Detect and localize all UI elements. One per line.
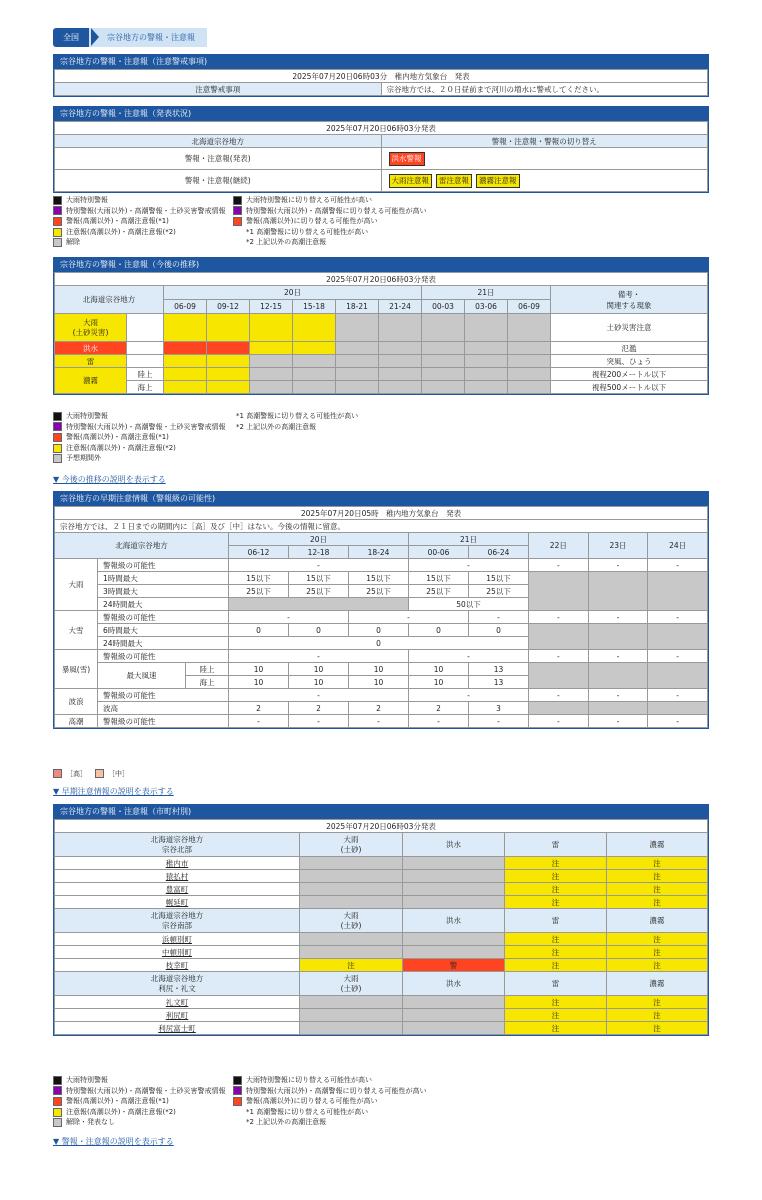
status-cell: 注 — [607, 896, 708, 909]
thunder-advisory-tag[interactable]: 雷注意報 — [436, 174, 472, 188]
note-header: 備考・ 関連する現象 — [551, 286, 708, 314]
status-cell — [403, 946, 505, 959]
status-cell — [403, 933, 505, 946]
metric-label: 6時間最大 — [98, 624, 229, 637]
table-row — [55, 883, 708, 896]
table-row — [55, 857, 708, 870]
area-header: 北海道宗谷地方 — [55, 533, 229, 559]
value-cell: - — [648, 559, 708, 572]
area-header: 北海道宗谷地方 宗谷北部 — [55, 833, 300, 857]
issued-text: 2025年07月20日06時03分 稚内地方気象台 発表 — [55, 70, 708, 83]
day-header: 23日 — [588, 533, 648, 559]
legend-high: ［高］ — [66, 770, 87, 778]
value-cell: - — [648, 715, 708, 728]
status-cell — [300, 896, 403, 909]
status-cell: 注 — [505, 896, 607, 909]
value-cell: 13 — [469, 663, 529, 676]
flood-col-header: 洪水 — [403, 833, 505, 857]
value-cell: 10 — [409, 663, 469, 676]
status-cell — [300, 870, 403, 883]
fog-row-label: 濃霧 — [55, 368, 127, 394]
value-cell: - — [529, 559, 589, 572]
value-cell: 0 — [289, 624, 349, 637]
table-row — [55, 870, 708, 883]
thunder-col-header: 雷 — [505, 833, 607, 857]
value-cell: - — [229, 611, 349, 624]
time-header: 09-12 — [207, 300, 250, 314]
town-link[interactable]: 浜頓別町 — [55, 933, 300, 946]
status-cell: 注 — [607, 1009, 708, 1022]
flood-col-header: 洪水 — [403, 909, 505, 933]
value-cell: 10 — [349, 663, 409, 676]
legend: 大雨特別警報 大雨特別警報に切り替える可能性が高い 特別警報(大雨以外)・高潮警報・土砂災害警戒情報 特別警報(大雨以外)・高潮警報に切り替える可能性が高い 警報(高潮以外)・高潮注意報(*1) 警報(高潮以外)に切り替える可能性が高い 注意報(高潮以外)・高潮注意報(*2) *1 高潮警報に切り替える可能性が高い 解除 *2 上記以外の高潮注意報 — [53, 195, 493, 248]
value-cell: 25以下 — [289, 585, 349, 598]
value-cell: - — [409, 715, 469, 728]
value-cell: - — [349, 715, 409, 728]
value-cell: - — [648, 650, 708, 663]
time-header: 00-06 — [409, 546, 469, 559]
value-cell: 0 — [469, 624, 529, 637]
section-forecast — [53, 257, 709, 395]
status-cell: 注 — [505, 883, 607, 896]
fog-col-header: 濃霧 — [607, 833, 708, 857]
fog-advisory-tag[interactable]: 濃霧注意報 — [476, 174, 520, 188]
fog-col-header: 濃霧 — [607, 972, 708, 996]
status-cell — [300, 857, 403, 870]
value-cell: - — [409, 689, 529, 702]
value-cell: 2 — [409, 702, 469, 715]
status-cell: 注 — [505, 857, 607, 870]
town-link[interactable]: 枝幸町 — [55, 959, 300, 972]
breadcrumb-home[interactable]: 全国 — [53, 28, 89, 47]
legend: 大雨特別警報 大雨特別警報に切り替える可能性が高い 特別警報(大雨以外)・高潮警報・土砂災害警戒情報 特別警報(大雨以外)・高潮警報に切り替える可能性が高い 警報(高潮以外)・高潮注意報(*1) 警報(高潮以外)に切り替える可能性が高い 注意報(高潮以外)・高潮注意報(*2) *1 高潮警報に切り替える可能性が高い 解除・発表なし *2 上記以外の高潮注意報 — [53, 1075, 493, 1128]
value-cell: - — [648, 689, 708, 702]
snow-label: 大雪 — [55, 611, 98, 650]
section-attention — [53, 54, 709, 97]
status-cell: 注 — [505, 959, 607, 972]
town-link[interactable]: 豊富町 — [55, 883, 300, 896]
value-cell: 3 — [469, 702, 529, 715]
forecast-explanation-link[interactable]: ▼ 今後の推移の説明を表示する — [53, 475, 166, 484]
issued-text: 2025年07月20日05時 稚内地方気象台 発表 — [55, 507, 708, 520]
flood-col-header: 洪水 — [403, 972, 505, 996]
breadcrumb-current: 宗谷地方の警報・注意報 — [89, 28, 207, 47]
possibility-label: 警報級の可能性 — [98, 715, 229, 728]
value-cell: - — [529, 689, 589, 702]
town-link[interactable]: 幌延町 — [55, 896, 300, 909]
value-cell: 0 — [349, 624, 409, 637]
status-cell — [300, 1022, 403, 1035]
table-row — [55, 1022, 708, 1035]
rain-row-label: 大雨 (土砂災害) — [55, 314, 127, 342]
note-cell: 視程200メートル以下 — [551, 368, 708, 381]
sub-label: 陸上 — [186, 663, 229, 676]
status-cell — [300, 1009, 403, 1022]
value-cell: - — [588, 689, 648, 702]
value-cell: - — [648, 611, 708, 624]
rain-label: 大雨 — [55, 559, 98, 611]
section-early-warning — [53, 491, 709, 729]
value-cell: - — [588, 715, 648, 728]
day-header: 22日 — [529, 533, 589, 559]
status-cell — [403, 896, 505, 909]
thunder-col-header: 雷 — [505, 972, 607, 996]
metric-label: 3時間最大 — [98, 585, 229, 598]
time-header: 06-09 — [508, 300, 551, 314]
sub-label: 陸上 — [127, 368, 164, 381]
town-link[interactable]: 利尻町 — [55, 1009, 300, 1022]
town-link[interactable]: 中頓別町 — [55, 946, 300, 959]
time-header: 06-12 — [229, 546, 289, 559]
rain-col-header: 大雨 (土砂) — [300, 972, 403, 996]
day-header: 21日 — [409, 533, 529, 546]
status-cell: 注 — [505, 1022, 607, 1035]
value-cell: 15以下 — [349, 572, 409, 585]
status-cell: 注 — [505, 996, 607, 1009]
thunder-row-label: 雷 — [55, 355, 127, 368]
value-cell: - — [349, 611, 469, 624]
sub-label: 海上 — [186, 676, 229, 689]
early-legend — [53, 769, 129, 780]
time-header: 15-18 — [293, 300, 336, 314]
time-header: 12-15 — [250, 300, 293, 314]
value-cell: - — [289, 715, 349, 728]
value-cell: 10 — [349, 676, 409, 689]
status-cell — [300, 933, 403, 946]
possibility-label: 警報級の可能性 — [98, 559, 229, 572]
section-title: 宗谷地方の警報・注意報（発表状況) — [54, 107, 708, 121]
value-cell: 25以下 — [229, 585, 289, 598]
status-cell: 注 — [300, 959, 403, 972]
thunder-col-header: 雷 — [505, 909, 607, 933]
table-row — [55, 1009, 708, 1022]
storm-label: 暴風(雪) — [55, 650, 98, 689]
value-cell: 25以下 — [409, 585, 469, 598]
value-cell: - — [529, 715, 589, 728]
section-title: 宗谷地方の早期注意情報（警報級の可能性) — [54, 492, 708, 506]
status-cell — [300, 883, 403, 896]
time-header: 00-03 — [422, 300, 465, 314]
value-cell: - — [529, 650, 589, 663]
value-cell: 2 — [229, 702, 289, 715]
warning-explanation-link[interactable]: ▼ 警報・注意報の説明を表示する — [53, 1137, 174, 1146]
value-cell: 10 — [289, 663, 349, 676]
value-cell: 15以下 — [229, 572, 289, 585]
time-header: 03-06 — [465, 300, 508, 314]
value-cell: 0 — [229, 624, 289, 637]
status-cell: 注 — [607, 1022, 708, 1035]
note-cell: 視程500メートル以下 — [551, 381, 708, 394]
value-cell: - — [229, 559, 409, 572]
breadcrumb-arrow-icon — [91, 28, 99, 46]
metric-label: 波高 — [98, 702, 229, 715]
value-cell: 25以下 — [349, 585, 409, 598]
rain-col-header: 大雨 (土砂) — [300, 833, 403, 857]
table-row — [55, 946, 708, 959]
status-cell — [403, 883, 505, 896]
status-cell: 注 — [607, 946, 708, 959]
sub-label: 海上 — [127, 381, 164, 394]
table-row — [55, 996, 708, 1009]
rain-advisory-tag[interactable]: 大雨注意報 — [389, 174, 433, 188]
issued-text: 2025年07月20日06時03分発表 — [55, 122, 708, 135]
possibility-label: 警報級の可能性 — [98, 611, 229, 624]
status-cell: 注 — [607, 959, 708, 972]
value-cell: - — [469, 611, 529, 624]
status-cell: 注 — [505, 870, 607, 883]
value-cell: - — [588, 650, 648, 663]
status-cell: 注 — [607, 883, 708, 896]
note-cell: 土砂災害注意 — [551, 314, 708, 342]
value-cell: - — [529, 611, 589, 624]
status-cell: 注 — [505, 946, 607, 959]
status-cell: 注 — [607, 857, 708, 870]
legend: 大雨特別警報 *1 高潮警報に切り替える可能性が高い 特別警報(大雨以外)・高潮警報・土砂災害警戒情報 *2 上記以外の高潮注意報 警報(高潮以外)・高潮注意報(*1) 注意報(高潮以外)・高潮注意報(*2) 予想期間外 — [53, 411, 493, 464]
attention-text: 宗谷地方では、２０日昼前まで河川の増水に警戒してください。 — [381, 83, 708, 96]
status-cell: 注 — [607, 996, 708, 1009]
breadcrumb — [53, 28, 207, 47]
continued-row-label: 警報・注意報(継続) — [55, 170, 382, 192]
tide-label: 高潮 — [55, 715, 98, 728]
area-header: 北海道宗谷地方 — [55, 286, 164, 314]
value-cell: 15以下 — [469, 572, 529, 585]
section-title: 宗谷地方の警報・注意報（今後の推移) — [54, 258, 708, 272]
value-cell: - — [409, 559, 529, 572]
town-link[interactable]: 稚内市 — [55, 857, 300, 870]
time-header: 21-24 — [379, 300, 422, 314]
day-header: 20日 — [164, 286, 422, 300]
attention-label: 注意警戒事項 — [55, 83, 382, 96]
flood-warning-tag[interactable]: 洪水警報 — [389, 152, 425, 166]
rain-col-header: 大雨 (土砂) — [300, 909, 403, 933]
status-cell — [403, 996, 505, 1009]
early-warning-text: 宗谷地方では、２１日までの期間内に［高］及び［中］はない。今後の情報に留意。 — [55, 520, 708, 533]
early-explanation-link[interactable]: ▼ 早期注意情報の説明を表示する — [53, 787, 174, 796]
table-row — [55, 933, 708, 946]
value-cell: 15以下 — [409, 572, 469, 585]
value-cell: - — [229, 689, 409, 702]
time-header: 06-24 — [469, 546, 529, 559]
value-cell: - — [229, 650, 409, 663]
time-header: 12-18 — [289, 546, 349, 559]
status-cell: 注 — [607, 933, 708, 946]
value-cell: 50以下 — [409, 598, 529, 611]
metric-label: 24時間最大 — [98, 637, 229, 650]
status-cell — [403, 1022, 505, 1035]
time-header: 06-09 — [164, 300, 207, 314]
section-title: 宗谷地方の警報・注意報（注意警戒事項) — [54, 55, 708, 69]
issued-text: 2025年07月20日06時03分発表 — [55, 273, 708, 286]
status-cell: 注 — [505, 1009, 607, 1022]
value-cell: 25以下 — [469, 585, 529, 598]
value-cell: 2 — [289, 702, 349, 715]
status-cell — [403, 857, 505, 870]
value-cell: 13 — [469, 676, 529, 689]
table-row — [55, 896, 708, 909]
issued-row-label: 警報・注意報(発表) — [55, 148, 382, 170]
metric-label: 最大風速 — [98, 663, 186, 689]
area-header: 北海道宗谷地方 利尻・礼文 — [55, 972, 300, 996]
town-link[interactable]: 利尻富士町 — [55, 1022, 300, 1035]
day-header: 24日 — [648, 533, 708, 559]
fog-col-header: 濃霧 — [607, 909, 708, 933]
note-cell: 突風、ひょう — [551, 355, 708, 368]
area-header: 北海道宗谷地方 宗谷南部 — [55, 909, 300, 933]
value-cell: - — [588, 559, 648, 572]
metric-label: 1時間最大 — [98, 572, 229, 585]
value-cell: - — [409, 650, 529, 663]
status-cell — [300, 946, 403, 959]
possibility-label: 警報級の可能性 — [98, 650, 229, 663]
status-cell: 警 — [403, 959, 505, 972]
section-status — [53, 106, 709, 193]
value-cell: 10 — [289, 676, 349, 689]
legend-medium: ［中］ — [108, 770, 129, 778]
town-link[interactable]: 礼文町 — [55, 996, 300, 1009]
status-cell: 注 — [607, 870, 708, 883]
issued-text: 2025年07月20日06時03分発表 — [55, 820, 708, 833]
day-header: 20日 — [229, 533, 409, 546]
value-cell: 10 — [409, 676, 469, 689]
value-cell: 10 — [229, 663, 289, 676]
possibility-label: 警報級の可能性 — [98, 689, 229, 702]
value-cell: 10 — [229, 676, 289, 689]
status-cell — [300, 996, 403, 1009]
wave-label: 波浪 — [55, 689, 98, 715]
flood-row-label: 洪水 — [55, 342, 127, 355]
day-header: 21日 — [422, 286, 551, 300]
time-header: 18-21 — [336, 300, 379, 314]
status-header: 警報・注意報・警報の切り替え — [381, 135, 708, 148]
value-cell: 0 — [229, 637, 529, 650]
section-municipal — [53, 804, 709, 1036]
time-header: 18-24 — [349, 546, 409, 559]
section-title: 宗谷地方の警報・注意報（市町村別) — [54, 805, 708, 819]
area-header: 北海道宗谷地方 — [55, 135, 382, 148]
metric-label: 24時間最大 — [98, 598, 229, 611]
value-cell: - — [469, 715, 529, 728]
value-cell: - — [588, 611, 648, 624]
status-cell — [403, 1009, 505, 1022]
town-link[interactable]: 猿払村 — [55, 870, 300, 883]
status-cell: 注 — [505, 933, 607, 946]
note-cell: 氾濫 — [551, 342, 708, 355]
status-cell — [403, 870, 505, 883]
value-cell: - — [229, 715, 289, 728]
table-row — [55, 959, 708, 972]
value-cell: 2 — [349, 702, 409, 715]
value-cell: 15以下 — [289, 572, 349, 585]
value-cell: 0 — [409, 624, 469, 637]
